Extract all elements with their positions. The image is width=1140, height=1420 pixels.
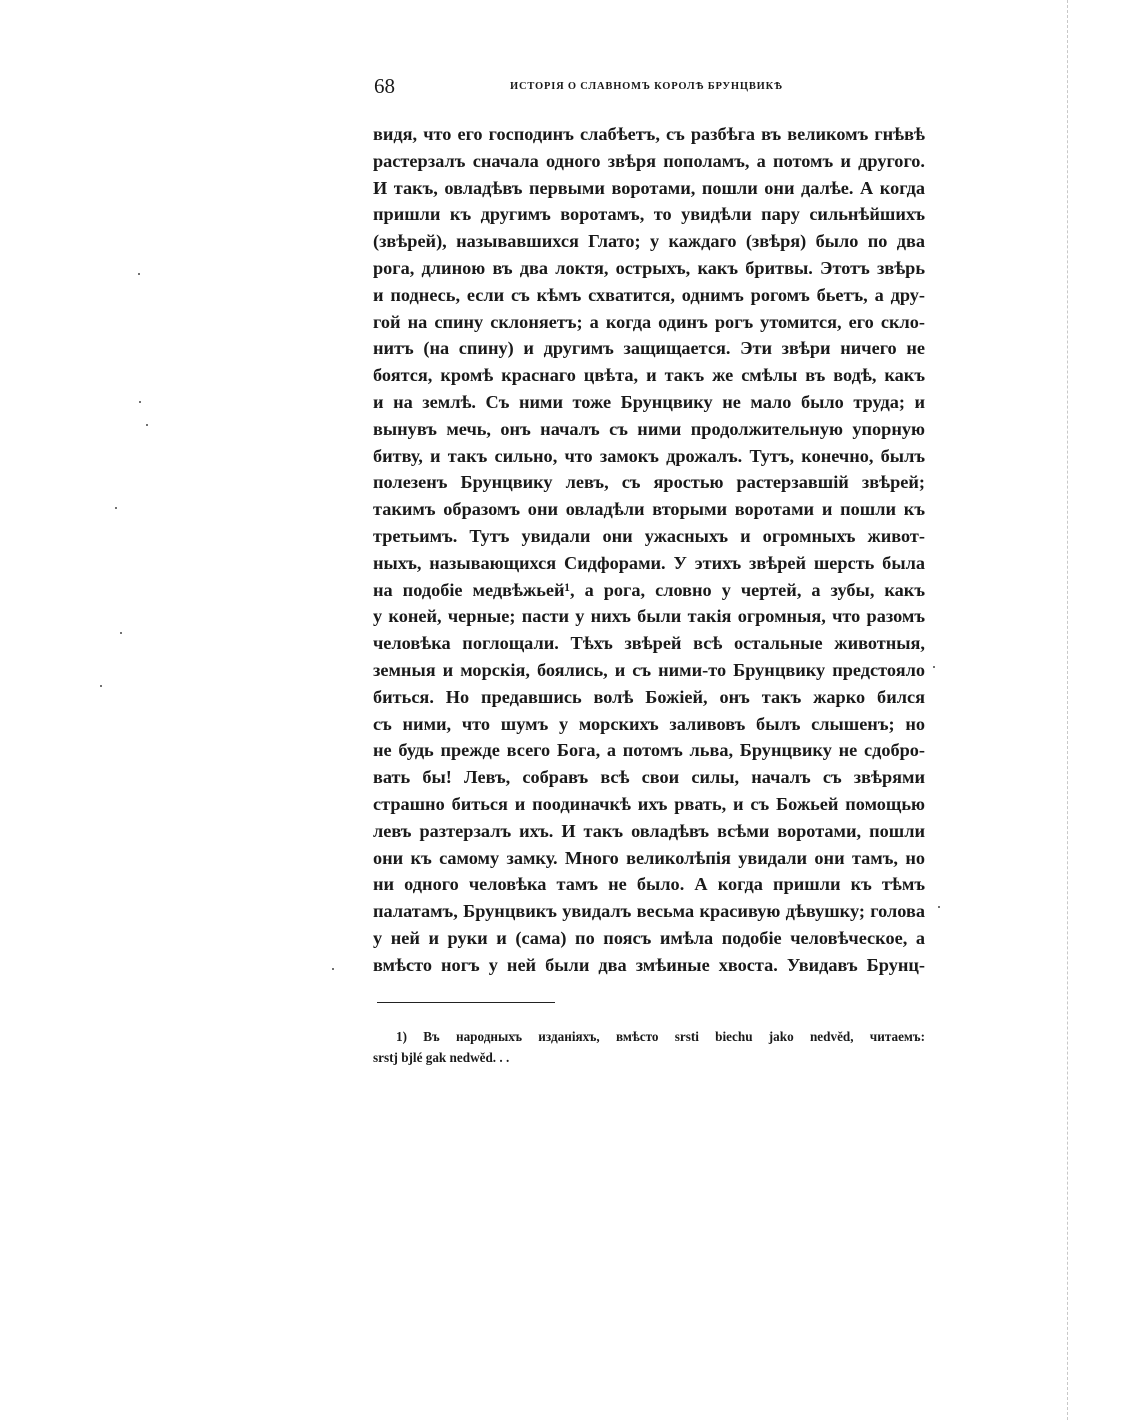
footnote — [373, 1026, 925, 1068]
footnote-divider — [377, 1002, 555, 1003]
scan-speck — [115, 507, 117, 509]
scan-speck — [146, 424, 148, 426]
text-line: у ней и руки и (сама) по поясъ имѣла подобіе человѣческое, а — [373, 927, 925, 948]
text-line: на подобіе медвѣжьей¹, а рога, словно у чертей, а зубы, какъ — [373, 579, 925, 600]
scan-speck — [933, 666, 935, 668]
body-text — [373, 121, 925, 979]
footnote-line: 1) Въ народныхъ изданіяхъ, вмѣсто srsti biechu jako nedvěd, читаемъ: — [396, 1029, 925, 1044]
text-line: и поднесь, если съ кѣмъ схватится, однимъ рогомъ бьетъ, а дру- — [373, 284, 925, 305]
page-edge-line — [1067, 0, 1068, 1420]
text-line: у коней, черные; пасти у нихъ были такія огромныя, что разомъ — [373, 606, 925, 627]
scan-speck — [138, 273, 140, 275]
running-title: ИСТОРІЯ О СЛАВНОМЪ КОРОЛѢ БРУНЦВИКѢ — [510, 81, 783, 92]
text-line: съ ними, что шумъ у морскихъ заливовъ былъ слышенъ; но — [373, 713, 925, 734]
text-line: палатамъ, Брунцвикъ увидалъ весьма красивую дѣвушку; голова — [373, 901, 925, 922]
text-line: третьимъ. Тутъ увидали они ужасныхъ и огромныхъ живот- — [373, 525, 925, 546]
text-line: полезенъ Брунцвику левъ, съ яростью растерзавшій звѣрей; — [373, 472, 925, 493]
text-line: не будь прежде всего Бога, а потомъ льва, Брунцвику не сдобро- — [373, 740, 925, 761]
text-line: человѣка поглощали. Тѣхъ звѣрей всѣ остальные животныя, — [373, 633, 925, 654]
text-line: земныя и морскія, боялись, и съ ними-то Брунцвику предстояло — [373, 659, 925, 680]
scan-speck — [100, 685, 102, 687]
text-line: (звѣрей), называвшихся Глато; у каждаго (звѣря) было по два — [373, 231, 925, 252]
text-line: нитъ (на спину) и другимъ защищается. Эти звѣри ничего не — [373, 338, 925, 359]
scan-speck — [120, 632, 122, 634]
text-line: гой на спину склоняетъ; а когда одинъ рогъ утомится, его скло- — [373, 311, 925, 332]
text-line: рога, длиною въ два локтя, острыхъ, какъ бритвы. Этотъ звѣрь — [373, 257, 925, 278]
text-line: и на землѣ. Съ ними тоже Брунцвику не мало было труда; и — [373, 391, 925, 412]
text-line: видя, что его господинъ слабѣетъ, съ разбѣга въ великомъ гнѣвѣ — [373, 124, 925, 144]
scan-speck — [938, 906, 940, 908]
text-line: пришли къ другимъ воротамъ, то увидѣли пару сильнѣйшихъ — [373, 204, 925, 225]
text-line: вынувъ мечь, онъ началъ съ ними продолжительную упорную — [373, 418, 925, 439]
footnote-line: srstj bjlé gak nedwěd. . . — [373, 1050, 510, 1065]
text-line: И такъ, овладѣвъ первыми воротами, пошли они далѣе. А когда — [373, 177, 925, 198]
text-line: боятся, кромѣ краснаго цвѣта, и такъ же смѣлы въ водѣ, какъ — [373, 365, 925, 386]
text-line: растерзалъ сначала одного звѣря пополамъ, а потомъ и другого. — [373, 150, 925, 171]
text-line: вать бы! Левъ, собравъ всѣ свои силы, началъ съ звѣрями — [373, 767, 925, 788]
text-line: биться. Но предавшись волѣ Божіей, онъ такъ жарко бился — [373, 686, 925, 707]
text-line: ныхъ, называющихся Сидфорами. У этихъ звѣрей шерсть была — [373, 552, 925, 573]
text-line: левъ разтерзалъ ихъ. И такъ овладѣвъ всѣми воротами, пошли — [373, 820, 925, 841]
text-line: они къ самому замку. Много великолѣпія увидали они тамъ, но — [373, 847, 925, 868]
text-line: страшно биться и поодиначкѣ ихъ рвать, и съ Божьей помощью — [373, 793, 925, 814]
page-number: 68 — [374, 74, 395, 98]
text-line: ни одного человѣка тамъ не было. А когда пришли къ тѣмъ — [373, 874, 925, 895]
text-line: битву, и такъ сильно, что замокъ дрожалъ. Тутъ, конечно, былъ — [373, 445, 925, 466]
text-line: такимъ образомъ они овладѣли вторыми воротами и пошли къ — [373, 499, 925, 520]
scan-speck — [139, 401, 141, 403]
scan-speck — [332, 968, 334, 970]
text-line: вмѣсто ногъ у ней были два змѣиные хвоста. Увидавъ Брунц- — [373, 954, 925, 975]
